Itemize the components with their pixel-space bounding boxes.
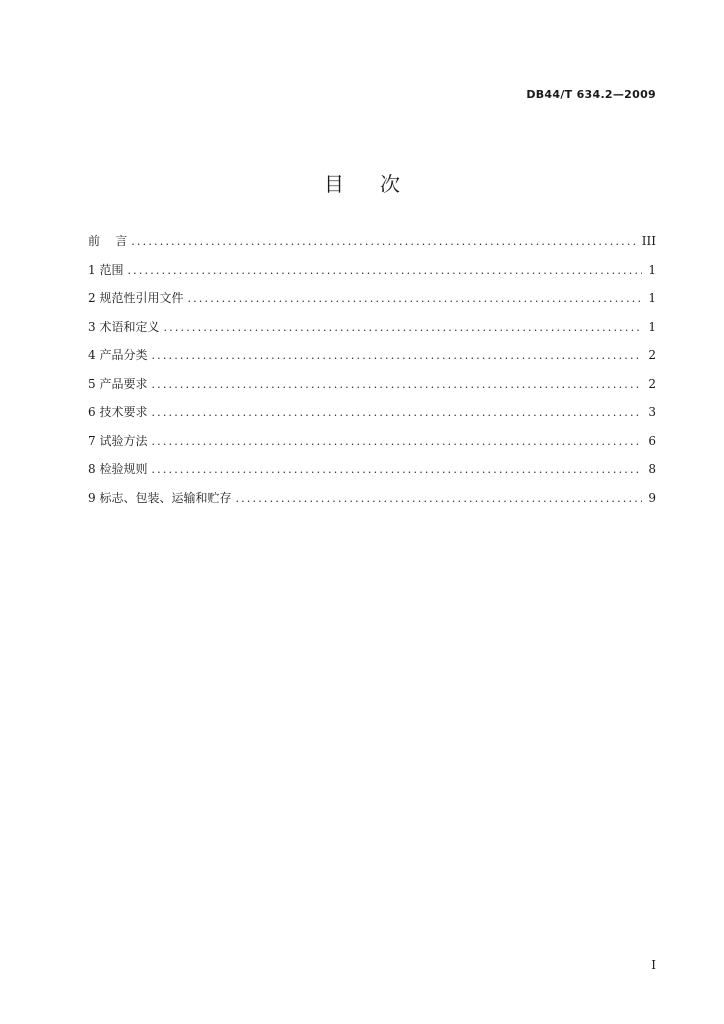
page-number: I (651, 958, 656, 972)
toc-entry-page: 6 (648, 433, 656, 448)
toc-entry-marking-packaging[interactable] (88, 489, 656, 518)
toc-entry-label: 1 范围 (88, 262, 124, 277)
dot-leader (151, 461, 642, 479)
toc-entry-page: 2 (648, 348, 656, 362)
toc-entry-page: 8 (648, 462, 656, 476)
dot-leader (151, 433, 642, 451)
document-code: DB44/T 634.2—2009 (526, 88, 656, 101)
page-title: 目次 (324, 172, 436, 196)
toc-entry-label: 8 检验规则 (88, 462, 148, 476)
toc-entry-page: 9 (648, 490, 656, 505)
toc-entry-page: 1 (648, 319, 656, 334)
toc-entry-product-requirements[interactable] (88, 375, 656, 404)
toc-entry-label: 9 标志、包装、运输和贮存 (88, 490, 232, 505)
toc-entry-label: 7 试验方法 (88, 433, 148, 448)
toc-entry-normative-references[interactable] (88, 289, 656, 318)
toc-entry-scope[interactable] (88, 261, 656, 290)
dot-leader (235, 490, 642, 508)
toc-entry-terms-definitions[interactable] (88, 318, 656, 347)
toc-entry-label: 4 产品分类 (88, 348, 148, 362)
dot-leader (151, 347, 642, 365)
toc-entry-label: 6 技术要求 (88, 405, 148, 419)
toc-entry-page: 1 (648, 291, 656, 305)
dot-leader (163, 319, 642, 337)
dot-leader (151, 404, 642, 422)
table-of-contents (88, 232, 656, 517)
dot-leader (131, 233, 638, 251)
dot-leader (187, 290, 642, 308)
toc-entry-inspection-rules[interactable] (88, 460, 656, 489)
toc-entry-page: 1 (648, 262, 656, 277)
toc-entry-page: 3 (648, 405, 656, 419)
dot-leader (127, 262, 642, 280)
toc-entry-foreword[interactable] (88, 232, 656, 261)
toc-entry-product-classification[interactable] (88, 346, 656, 375)
dot-leader (151, 376, 642, 394)
toc-entry-label: 3 术语和定义 (88, 319, 160, 334)
toc-entry-label: 2 规范性引用文件 (88, 291, 184, 305)
toc-entry-page: 2 (648, 376, 656, 391)
toc-entry-test-methods[interactable] (88, 432, 656, 461)
toc-entry-technical-requirements[interactable] (88, 403, 656, 432)
toc-entry-page: III (641, 234, 656, 248)
toc-entry-label: 5 产品要求 (88, 376, 148, 391)
toc-entry-label: 前 言 (88, 234, 128, 248)
